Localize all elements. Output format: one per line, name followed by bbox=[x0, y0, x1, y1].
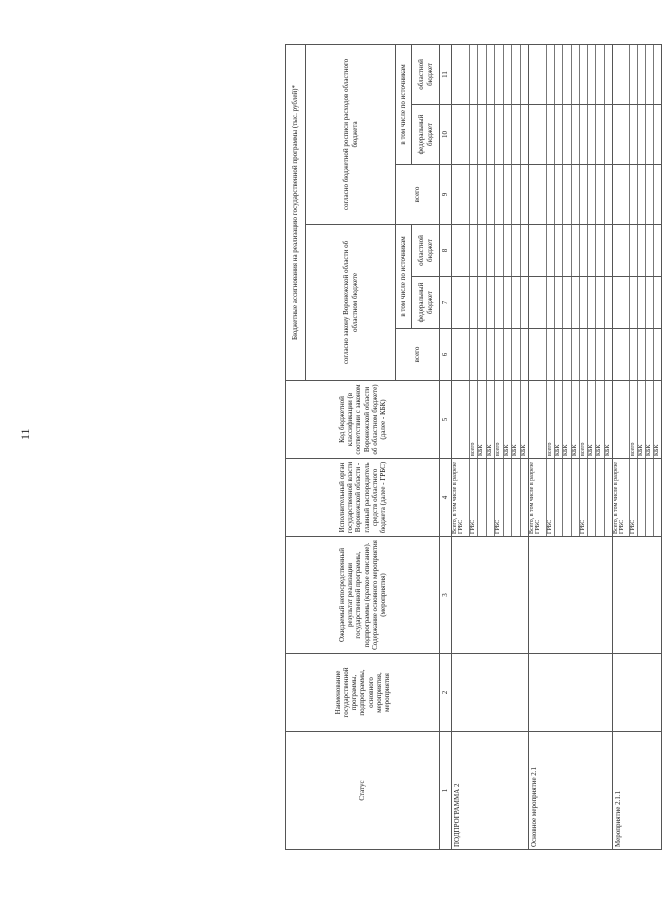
value-cell bbox=[452, 44, 529, 104]
value-subcell bbox=[452, 277, 469, 328]
value-subcell bbox=[596, 105, 604, 164]
header-kbk: Код бюджетной классификации (в соответствии с законом Воронежской области об областном бюджете) (далее - КБК) bbox=[286, 381, 440, 459]
kbk-code: КБК bbox=[654, 444, 661, 456]
value-subcell bbox=[478, 165, 486, 224]
value-subcell bbox=[571, 105, 579, 164]
value-subcell bbox=[520, 277, 528, 328]
kbk-code: всего bbox=[579, 381, 587, 458]
value-subcell bbox=[529, 165, 546, 224]
value-subcell bbox=[654, 45, 661, 104]
kbk-code: КБК bbox=[554, 381, 562, 458]
executor-blank bbox=[596, 459, 604, 536]
budget-table bbox=[285, 44, 662, 850]
value-subcell bbox=[571, 329, 579, 380]
header-roster-sources: в том числе по источникам bbox=[396, 44, 412, 164]
value-subcell bbox=[495, 165, 503, 224]
header-roster: согласно бюджетной росписи расходов областного бюджета bbox=[306, 44, 396, 224]
row-kbk bbox=[613, 381, 662, 459]
executor-blank bbox=[478, 459, 486, 536]
executor-total-label: Всего, в том числе в разрезе ГРБС bbox=[529, 459, 546, 536]
value-subcell bbox=[588, 45, 596, 104]
value-subcell bbox=[495, 105, 503, 164]
value-subcell bbox=[520, 165, 528, 224]
value-subcell bbox=[495, 45, 503, 104]
executor-grbs: ГРБС bbox=[579, 459, 587, 536]
kbk-code: всего bbox=[469, 381, 477, 458]
value-subcell bbox=[613, 165, 630, 224]
executor-blank bbox=[646, 459, 654, 536]
value-subcell bbox=[630, 329, 638, 380]
value-subcell bbox=[654, 165, 661, 224]
value-subcell bbox=[638, 45, 646, 104]
kbk-code: всего bbox=[630, 381, 638, 458]
value-subcell bbox=[588, 329, 596, 380]
value-subcell bbox=[546, 225, 554, 276]
value-cell bbox=[613, 165, 662, 225]
value-subcell bbox=[503, 165, 511, 224]
kbk-code: КБК bbox=[588, 381, 596, 458]
value-subcell bbox=[630, 277, 638, 328]
row-result bbox=[613, 537, 662, 654]
value-subcell bbox=[469, 165, 477, 224]
executor-grbs: ГРБС bbox=[546, 459, 554, 536]
value-subcell bbox=[654, 277, 661, 328]
header-law: согласно закону Воронежской области об областном бюджете bbox=[306, 225, 396, 381]
value-subcell bbox=[554, 165, 562, 224]
header-law-regional: областной бюджет bbox=[412, 225, 440, 277]
value-subcell bbox=[469, 45, 477, 104]
value-subcell bbox=[452, 45, 469, 104]
column-number: 4 bbox=[440, 459, 452, 537]
value-cell bbox=[529, 44, 613, 104]
value-subcell bbox=[520, 45, 528, 104]
value-subcell bbox=[478, 329, 486, 380]
value-cell bbox=[529, 105, 613, 165]
executor-total-label: Всего, в том числе в разрезе ГРБС bbox=[452, 459, 469, 536]
value-subcell bbox=[571, 277, 579, 328]
column-number: 10 bbox=[440, 105, 452, 165]
row-name bbox=[613, 654, 662, 732]
value-subcell bbox=[588, 225, 596, 276]
value-subcell bbox=[486, 329, 494, 380]
value-cell bbox=[452, 105, 529, 165]
value-subcell bbox=[503, 277, 511, 328]
value-subcell bbox=[604, 329, 612, 380]
value-subcell bbox=[486, 45, 494, 104]
executor-blank bbox=[563, 459, 571, 536]
value-subcell bbox=[546, 277, 554, 328]
header-law-total: всего bbox=[396, 329, 440, 381]
value-subcell bbox=[503, 329, 511, 380]
value-subcell bbox=[469, 329, 477, 380]
value-subcell bbox=[646, 329, 654, 380]
executor-blank bbox=[503, 459, 511, 536]
value-subcell bbox=[503, 105, 511, 164]
value-subcell bbox=[646, 225, 654, 276]
kbk-code: КБК bbox=[520, 444, 527, 456]
value-cell bbox=[613, 105, 662, 165]
value-subcell bbox=[638, 329, 646, 380]
value-subcell bbox=[613, 105, 630, 164]
value-subcell bbox=[554, 277, 562, 328]
value-subcell bbox=[546, 105, 554, 164]
value-subcell bbox=[512, 225, 520, 276]
value-subcell bbox=[563, 105, 571, 164]
kbk-code: КБК bbox=[596, 381, 604, 458]
value-subcell bbox=[478, 225, 486, 276]
value-subcell bbox=[512, 45, 520, 104]
column-number: 8 bbox=[440, 225, 452, 277]
row-status: ПОДПРОГРАММА 2 bbox=[452, 732, 529, 850]
table-row bbox=[452, 44, 529, 849]
value-subcell bbox=[588, 165, 596, 224]
value-subcell bbox=[630, 45, 638, 104]
value-cell bbox=[529, 225, 613, 277]
value-subcell bbox=[646, 45, 654, 104]
row-status: Мероприятие 2.1.1 bbox=[613, 732, 662, 850]
value-subcell bbox=[529, 45, 546, 104]
value-subcell bbox=[520, 225, 528, 276]
value-cell bbox=[613, 329, 662, 381]
value-subcell bbox=[503, 225, 511, 276]
value-subcell bbox=[563, 45, 571, 104]
value-subcell bbox=[546, 45, 554, 104]
value-subcell bbox=[588, 277, 596, 328]
header-law-federal: федеральный бюджет bbox=[412, 277, 440, 329]
value-subcell bbox=[563, 277, 571, 328]
page-number: 11 bbox=[18, 428, 32, 440]
value-subcell bbox=[563, 329, 571, 380]
value-subcell bbox=[646, 277, 654, 328]
value-subcell bbox=[452, 329, 469, 380]
header-status: Статус bbox=[286, 732, 440, 850]
value-subcell bbox=[571, 225, 579, 276]
value-subcell bbox=[604, 225, 612, 276]
value-subcell bbox=[613, 277, 630, 328]
kbk-code: КБК bbox=[604, 444, 611, 456]
value-subcell bbox=[478, 277, 486, 328]
executor-blank bbox=[520, 459, 528, 536]
value-subcell bbox=[469, 105, 477, 164]
value-cell bbox=[529, 165, 613, 225]
executor-grbs: ГРБС bbox=[495, 459, 503, 536]
value-subcell bbox=[512, 105, 520, 164]
value-cell bbox=[613, 44, 662, 104]
value-cell bbox=[452, 329, 529, 381]
value-subcell bbox=[638, 165, 646, 224]
executor-blank bbox=[588, 459, 596, 536]
value-subcell bbox=[452, 165, 469, 224]
column-number: 5 bbox=[440, 381, 452, 459]
value-subcell bbox=[654, 329, 661, 380]
value-subcell bbox=[604, 105, 612, 164]
value-subcell bbox=[638, 277, 646, 328]
value-subcell bbox=[630, 165, 638, 224]
executor-blank bbox=[604, 459, 612, 536]
header-allocations: Бюджетные ассигнования на реализацию государственной программы (тыс. рублей)* bbox=[286, 44, 306, 380]
value-subcell bbox=[529, 277, 546, 328]
value-subcell bbox=[546, 165, 554, 224]
header-roster-federal: федеральный бюджет bbox=[412, 105, 440, 165]
row-result bbox=[529, 537, 613, 654]
value-subcell bbox=[646, 105, 654, 164]
executor-blank bbox=[486, 459, 494, 536]
value-subcell bbox=[529, 225, 546, 276]
value-subcell bbox=[563, 165, 571, 224]
table-row bbox=[613, 44, 662, 849]
value-cell bbox=[613, 277, 662, 329]
value-cell bbox=[613, 225, 662, 277]
executor-grbs: ГРБС bbox=[630, 459, 638, 536]
header-executor: Исполнительный орган государственной власти Воронежской области - главный распорядитель средств областного бюджета (далее - ГРБС) bbox=[286, 459, 440, 537]
value-cell bbox=[529, 329, 613, 381]
value-subcell bbox=[469, 277, 477, 328]
value-subcell bbox=[579, 45, 587, 104]
value-subcell bbox=[486, 105, 494, 164]
value-cell bbox=[452, 165, 529, 225]
value-subcell bbox=[554, 105, 562, 164]
value-subcell bbox=[495, 329, 503, 380]
value-subcell bbox=[546, 329, 554, 380]
value-subcell bbox=[638, 225, 646, 276]
column-number: 9 bbox=[440, 165, 452, 225]
value-subcell bbox=[520, 105, 528, 164]
row-name bbox=[452, 654, 529, 732]
value-subcell bbox=[495, 277, 503, 328]
value-subcell bbox=[638, 105, 646, 164]
value-subcell bbox=[571, 165, 579, 224]
executor-blank bbox=[654, 459, 661, 536]
value-subcell bbox=[520, 329, 528, 380]
budget-table-rotated bbox=[285, 45, 661, 850]
kbk-empty bbox=[452, 381, 469, 458]
column-number: 3 bbox=[440, 537, 452, 654]
row-kbk bbox=[452, 381, 529, 459]
value-subcell bbox=[478, 105, 486, 164]
value-subcell bbox=[529, 329, 546, 380]
value-cell bbox=[452, 277, 529, 329]
value-subcell bbox=[495, 225, 503, 276]
kbk-code: КБК bbox=[646, 381, 654, 458]
value-subcell bbox=[452, 105, 469, 164]
kbk-code: всего bbox=[495, 381, 503, 458]
value-subcell bbox=[554, 45, 562, 104]
column-number: 2 bbox=[440, 654, 452, 732]
value-subcell bbox=[596, 329, 604, 380]
column-number: 7 bbox=[440, 277, 452, 329]
value-subcell bbox=[554, 225, 562, 276]
value-subcell bbox=[630, 225, 638, 276]
kbk-code: КБК bbox=[486, 381, 494, 458]
header-roster-total: всего bbox=[396, 165, 440, 225]
value-subcell bbox=[579, 225, 587, 276]
value-subcell bbox=[630, 105, 638, 164]
value-subcell bbox=[571, 45, 579, 104]
value-subcell bbox=[604, 165, 612, 224]
kbk-empty bbox=[529, 381, 546, 458]
value-subcell bbox=[646, 165, 654, 224]
value-subcell bbox=[588, 105, 596, 164]
executor-blank bbox=[512, 459, 520, 536]
kbk-code: КБК bbox=[571, 381, 579, 458]
executor-blank bbox=[638, 459, 646, 536]
row-executor bbox=[613, 459, 662, 537]
row-result bbox=[452, 537, 529, 654]
value-subcell bbox=[512, 277, 520, 328]
value-subcell bbox=[596, 45, 604, 104]
table-row bbox=[529, 44, 613, 849]
value-subcell bbox=[554, 329, 562, 380]
row-kbk bbox=[529, 381, 613, 459]
value-subcell bbox=[486, 225, 494, 276]
row-executor bbox=[452, 459, 529, 537]
value-subcell bbox=[503, 45, 511, 104]
kbk-code: всего bbox=[546, 381, 554, 458]
header-result: Ожидаемый непосредственный результат реализации государственной программы, подпрограммы (краткое описание). Содержание основного мероприятия (мероприятия) bbox=[286, 537, 440, 654]
kbk-code: КБК bbox=[503, 381, 511, 458]
column-number: 11 bbox=[440, 44, 452, 104]
value-subcell bbox=[486, 165, 494, 224]
value-subcell bbox=[579, 165, 587, 224]
value-subcell bbox=[654, 105, 661, 164]
value-subcell bbox=[529, 105, 546, 164]
value-subcell bbox=[512, 329, 520, 380]
header-law-sources: в том числе по источникам bbox=[396, 225, 412, 329]
row-name bbox=[529, 654, 613, 732]
value-subcell bbox=[579, 277, 587, 328]
value-subcell bbox=[613, 225, 630, 276]
value-subcell bbox=[604, 277, 612, 328]
value-subcell bbox=[613, 329, 630, 380]
value-subcell bbox=[512, 165, 520, 224]
executor-total-label: Всего, в том числе в разрезе ГРБС bbox=[613, 459, 630, 536]
value-subcell bbox=[486, 277, 494, 328]
header-roster-regional: областной бюджет bbox=[412, 44, 440, 104]
value-subcell bbox=[478, 45, 486, 104]
value-cell bbox=[452, 225, 529, 277]
value-subcell bbox=[452, 225, 469, 276]
value-subcell bbox=[579, 329, 587, 380]
value-subcell bbox=[654, 225, 661, 276]
kbk-code: КБК bbox=[512, 381, 520, 458]
row-executor bbox=[529, 459, 613, 537]
header-name: Наименование государственной программы, подпрограммы, основного мероприятия, мероприятия bbox=[286, 654, 440, 732]
value-subcell bbox=[596, 165, 604, 224]
executor-grbs: ГРБС bbox=[469, 459, 477, 536]
kbk-code: КБК bbox=[563, 381, 571, 458]
column-number: 1 bbox=[440, 732, 452, 850]
column-number: 6 bbox=[440, 329, 452, 381]
kbk-code: КБК bbox=[478, 381, 486, 458]
kbk-code: КБК bbox=[638, 381, 646, 458]
value-subcell bbox=[563, 225, 571, 276]
value-subcell bbox=[613, 45, 630, 104]
kbk-empty bbox=[613, 381, 630, 458]
value-subcell bbox=[604, 45, 612, 104]
executor-blank bbox=[571, 459, 579, 536]
value-subcell bbox=[579, 105, 587, 164]
value-subcell bbox=[469, 225, 477, 276]
value-subcell bbox=[596, 225, 604, 276]
executor-blank bbox=[554, 459, 562, 536]
value-cell bbox=[529, 277, 613, 329]
value-subcell bbox=[596, 277, 604, 328]
row-status: Основное мероприятие 2.1 bbox=[529, 732, 613, 850]
